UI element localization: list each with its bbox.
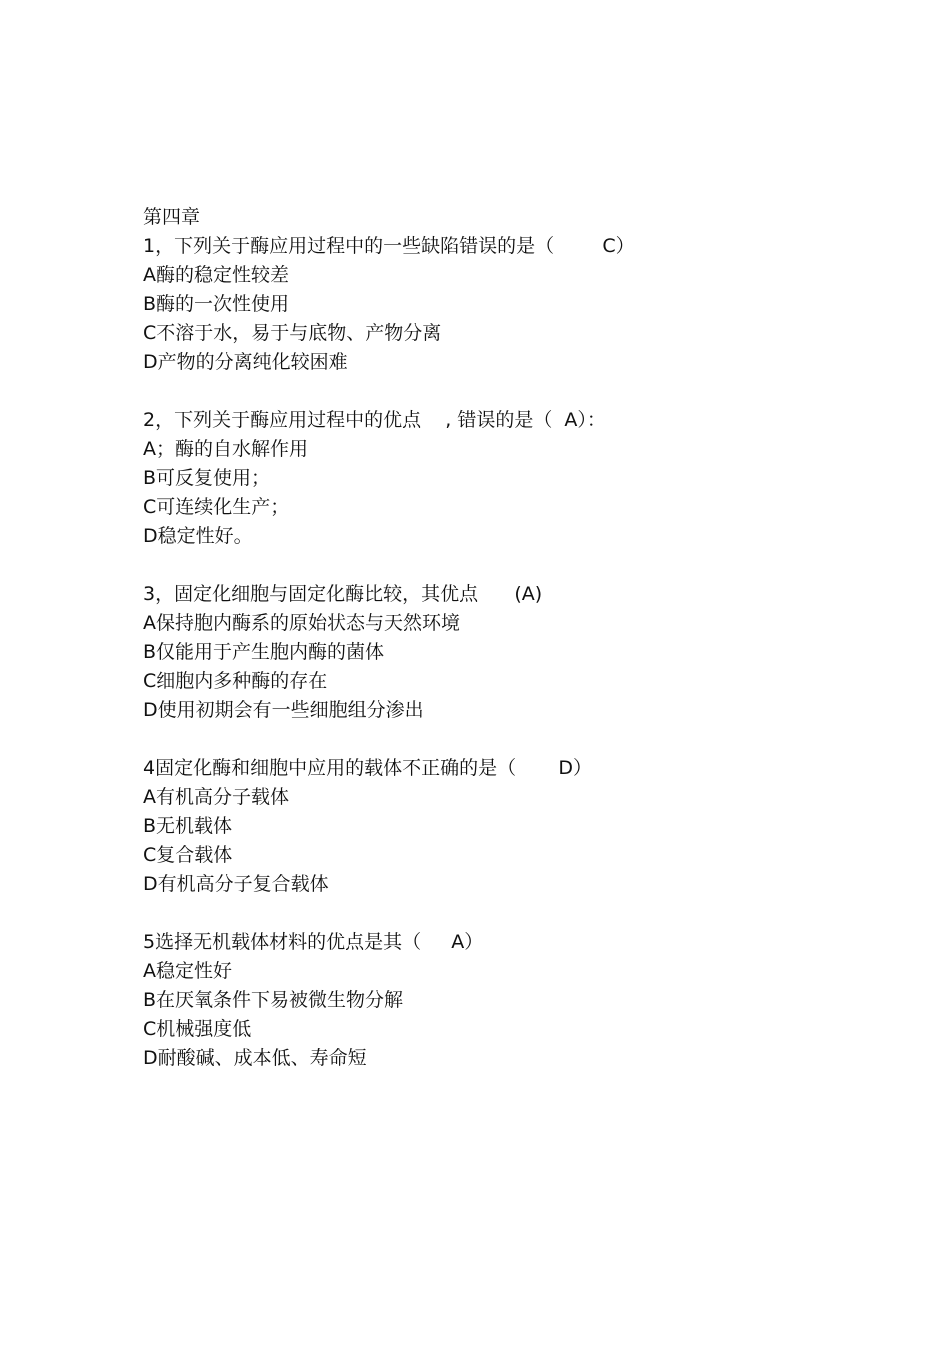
question-4-text: 4固定化酶和细胞中应用的载体不正确的是（ D）: [143, 757, 592, 779]
question-block-3: [143, 580, 843, 725]
question-1-option-c: C不溶于水，易于与底物、产物分离: [143, 322, 442, 344]
question-3-option-a: A保持胞内酶系的原始状态与天然环境: [143, 612, 460, 634]
document-body: [143, 203, 843, 1073]
question-2-option-b: B可反复使用；: [143, 467, 271, 489]
question-2-option-d: D稳定性好。: [143, 525, 253, 547]
spacer: [143, 725, 843, 754]
question-2-text: 2，下列关于酶应用过程中的优点 , 错误的是（ A）：: [143, 409, 606, 431]
question-block-2: [143, 406, 843, 551]
question-1-option-b: B酶的一次性使用: [143, 293, 290, 315]
question-4-option-d: D有机高分子复合载体: [143, 873, 329, 895]
question-block-4: [143, 754, 843, 899]
question-3-option-d: D使用初期会有一些细胞组分渗出: [143, 699, 424, 721]
question-1-text: 1，下列关于酶应用过程中的一些缺陷错误的是（ C）: [143, 235, 635, 257]
spacer: [143, 899, 843, 928]
question-3-option-b: B仅能用于产生胞内酶的菌体: [143, 641, 385, 663]
question-3-text: 3，固定化细胞与固定化酶比较，其优点 (A): [143, 583, 543, 605]
question-4-option-b: B无机载体: [143, 815, 233, 837]
question-block-1: [143, 232, 843, 377]
spacer: [143, 551, 843, 580]
question-5-text: 5选择无机载体材料的优点是其（ A）: [143, 931, 484, 953]
chapter-title: 第四章: [143, 206, 201, 228]
question-4-option-a: A有机高分子载体: [143, 786, 289, 808]
question-1-option-d: D产物的分离纯化较困难: [143, 351, 348, 373]
question-5-option-d: D耐酸碱、成本低、寿命短: [143, 1047, 367, 1069]
question-5-option-c: C机械强度低: [143, 1018, 252, 1040]
question-5-option-a: A稳定性好: [143, 960, 232, 982]
spacer: [143, 377, 843, 406]
question-block-5: [143, 928, 843, 1073]
question-1-option-a: A酶的稳定性较差: [143, 264, 289, 286]
question-5-option-b: B在厌氧条件下易被微生物分解: [143, 989, 404, 1011]
question-4-option-c: C复合载体: [143, 844, 233, 866]
question-2-option-a: A；酶的自水解作用: [143, 438, 308, 460]
question-2-option-c: C可连续化生产；: [143, 496, 290, 518]
question-3-option-c: C细胞内多种酶的存在: [143, 670, 328, 692]
